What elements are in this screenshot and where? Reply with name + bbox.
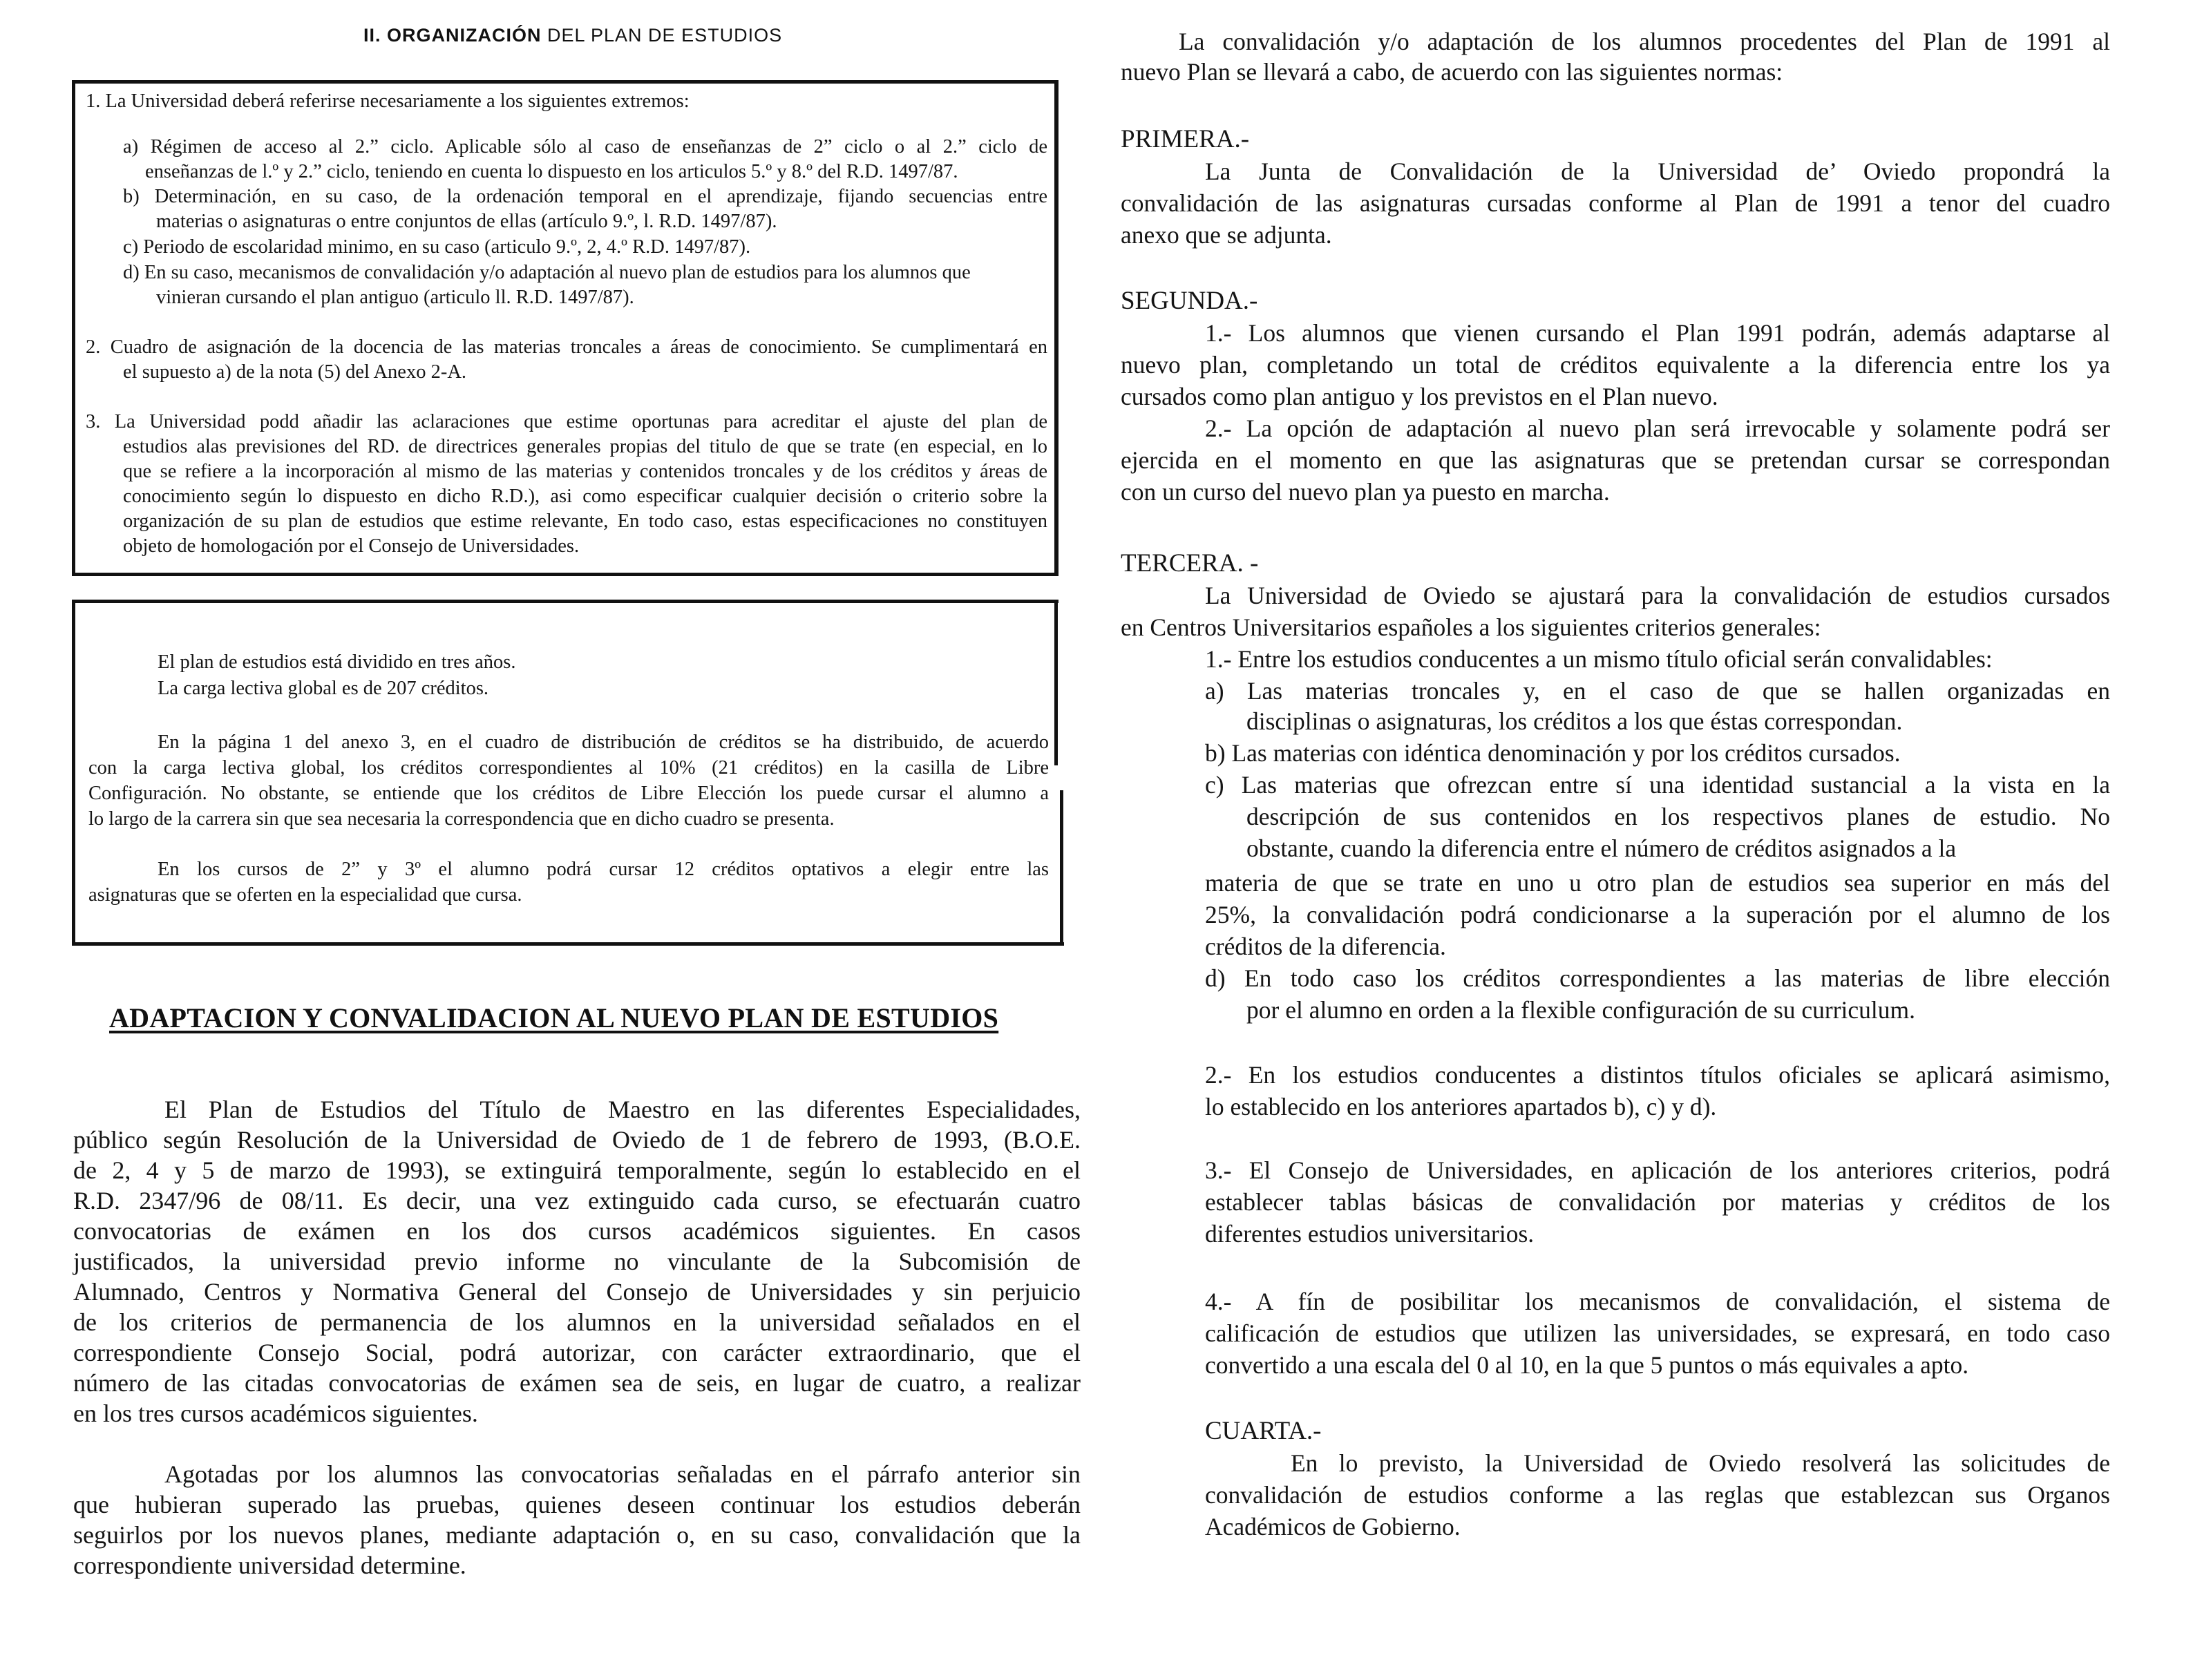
left-paragraph-1-line9: correspondiente Consejo Social, podrá autorizar, con carácter extraordinario, que el — [73, 1339, 1081, 1366]
tercera-1c-line3: obstante, cuando la diferencia entre el número de créditos asignados a la — [1246, 834, 1957, 862]
tercera-3-line1: 3.- El Consejo de Universidades, en aplicación de los anteriores criterios, podrá — [1205, 1156, 2110, 1184]
segunda-1-line2: nuevo plan, completando un total de créditos equivalente a la diferencia entre los ya — [1121, 351, 2110, 379]
left-paragraph-1-line5: convocatorias de exámen en los dos cursos académicos siguientes. En casos — [73, 1217, 1081, 1245]
instruction-1: 1. La Universidad deberá referirse necesariamente a los siguientes extremos: — [86, 90, 690, 112]
tercera-4-line2: calificación de estudios que utilizen las universidades, se expresará, en todo caso — [1205, 1319, 2110, 1347]
tercera-1d-line2: por el alumno en orden a la flexible configuración de su curriculum. — [1246, 996, 1916, 1024]
tercera-intro-line1: La Universidad de Oviedo se ajustará para la convalidación de estudios cursados — [1205, 582, 2110, 609]
left-paragraph-1-line2: público según Resolución de la Universidad de Oviedo de 1 de febrero de 1993, (B.O.E. — [73, 1126, 1081, 1154]
instruction-1c: c) Periodo de escolaridad minimo, en su caso (articulo 9.º, 2, 4.º R.D. 1497/87). — [123, 236, 751, 258]
left-paragraph-1-line3: de 2, 4 y 5 de marzo de 1993), se extinguirá temporalmente, según lo establecido en el — [73, 1156, 1081, 1184]
tercera-1c-line1: c) Las materias que ofrezcan entre sí una identidad sustancial a la vista en la — [1205, 771, 2110, 799]
box-border-right-lower — [1060, 790, 1063, 946]
segunda-1-line3: cursados como plan antiguo y los previstos en el Plan nuevo. — [1121, 383, 1718, 410]
left-paragraph-1-line11: en los tres cursos académicos siguientes. — [73, 1400, 478, 1427]
tercera-1b: b) Las materias con idéntica denominación y por los créditos cursados. — [1205, 739, 1901, 767]
section-header-bold: II. ORGANIZACIÓN — [363, 25, 542, 46]
section-header — [363, 25, 782, 46]
primera-line2: convalidación de las asignaturas cursadas conforme al Plan de 1991 a tenor del cuadro — [1121, 189, 2110, 217]
plan-credits: La carga lectiva global es de 207 créditos. — [158, 678, 489, 699]
tercera-1a-line1: a) Las materias troncales y, en el caso de que se hallen organizadas en — [1205, 677, 2110, 705]
intro-line2: nuevo Plan se llevará a cabo, de acuerdo con las siguientes normas: — [1121, 58, 1783, 86]
left-paragraph-1-line7: Alumnado, Centros y Normativa General del Consejo de Universidades y sin perjuicio — [73, 1278, 1081, 1306]
tercera-1c-line4: materia de que se trate en uno u otro plan de estudios sea superior en más del — [1205, 869, 2110, 897]
segunda-2-line1: 2.- La opción de adaptación al nuevo plan será irrevocable y solamente podrá ser — [1205, 414, 2110, 442]
left-paragraph-1-line6: justificados, la universidad previo informe no vinculante de la Subcomisión de — [73, 1248, 1081, 1275]
segunda-2-line2: ejercida en el momento en que las asignaturas que se pretendan cursar se correspondan — [1121, 446, 2110, 474]
plan-distribution-line4: lo largo de la carrera sin que sea necesaria la correspondencia que en dicho cuadro se presenta. — [88, 808, 835, 830]
instruction-1b-cont: materias o asignaturas o entre conjuntos de ellas (artículo 9.º, l. R.D. 1497/87). — [156, 211, 777, 232]
heading-segunda: SEGUNDA.- — [1121, 287, 1258, 315]
adaptation-title: ADAPTACION Y CONVALIDACION AL NUEVO PLAN DE ESTUDIOS — [109, 1002, 999, 1033]
instruction-3-line4: conocimiento según lo dispuesto en dicho R.D.), asi como especificar cualquier decisión o criterio sobre la — [123, 486, 1047, 507]
heading-tercera: TERCERA. - — [1121, 549, 1259, 578]
primera-line1: La Junta de Convalidación de la Universidad de’ Oviedo propondrá la — [1205, 158, 2110, 185]
instruction-1a-cont: enseñanzas de l.º y 2.” ciclo, teniendo en cuenta lo dispuesto en los articulos 5.º y 8.º del R.D. 1497/87. — [145, 161, 958, 182]
instruction-2-cont: el supuesto a) de la nota (5) del Anexo 2-A. — [123, 361, 467, 383]
plan-distribution-line2: con la carga lectiva global, los créditos correspondientes al 10% (21 créditos) en la casilla de Libre — [88, 757, 1049, 779]
cuarta-line1: En lo previsto, la Universidad de Oviedo resolverá las solicitudes de — [1291, 1449, 2110, 1477]
instruction-1d-cont: vinieran cursando el plan antiguo (articulo ll. R.D. 1497/87). — [156, 287, 634, 308]
heading-cuarta: CUARTA.- — [1205, 1417, 1322, 1445]
instruction-2: 2. Cuadro de asignación de la docencia de las materias troncales a áreas de conocimiento. Se cumplimentará en — [86, 336, 1047, 358]
cuarta-line3: Académicos de Gobierno. — [1205, 1513, 1461, 1540]
tercera-4-line1: 4.- A fín de posibilitar los mecanismos de convalidación, el sistema de — [1205, 1288, 2110, 1315]
tercera-intro-line2: en Centros Universitarios españoles a los siguientes criterios generales: — [1121, 613, 1821, 641]
instruction-3-line6: objeto de homologación por el Consejo de Universidades. — [123, 535, 580, 557]
tercera-1d-line1: d) En todo caso los créditos correspondientes a las materias de libre elección — [1205, 964, 2110, 992]
instruction-3-line3: que se refiere a la incorporación al mismo de las materias y contenidos troncales y de los créditos y áreas de — [123, 461, 1047, 482]
left-paragraph-2-line2: que hubieran superado las pruebas, quienes deseen continuar los estudios deberán — [73, 1491, 1081, 1518]
tercera-2-line1: 2.- En los estudios conducentes a distintos títulos oficiales se aplicará asimismo, — [1205, 1061, 2110, 1089]
heading-primera: PRIMERA.- — [1121, 125, 1250, 153]
left-paragraph-2-line4: correspondiente universidad determine. — [73, 1552, 466, 1579]
left-paragraph-1-line4: R.D. 2347/96 de 08/11. Es decir, una vez extinguido cada curso, se efectuarán cuatro — [73, 1187, 1081, 1214]
plan-distribution: En la página 1 del anexo 3, en el cuadro de distribución de créditos se ha distribuido, de acuerdo — [158, 732, 1049, 753]
tercera-1c-line5: 25%, la convalidación podrá condicionarse a la superación por el alumno de los — [1205, 901, 2110, 928]
instruction-3-line2: estudios alas previsiones del RD. de directrices generales propias del titulo de que se trate (en especial, en lo — [123, 436, 1047, 457]
tercera-1: 1.- Entre los estudios conducentes a un mismo título oficial serán convalidables: — [1205, 645, 1993, 673]
instruction-1a: a) Régimen de acceso al 2.” ciclo. Aplicable sólo al caso de enseñanzas de 2” ciclo o al 2.” ciclo de — [123, 136, 1047, 158]
segunda-1-line1: 1.- Los alumnos que vienen cursando el Plan 1991 podrán, además adaptarse al — [1205, 319, 2110, 347]
tercera-3-line3: diferentes estudios universitarios. — [1205, 1220, 1535, 1248]
plan-optional-line2: asignaturas que se oferten en la especialidad que cursa. — [88, 884, 522, 906]
instruction-1d: d) En su caso, mecanismos de convalidación y/o adaptación al nuevo plan de estudios para los alumnos que — [123, 262, 971, 283]
segunda-2-line3: con un curso del nuevo plan ya puesto en marcha. — [1121, 478, 1610, 506]
instruction-1b: b) Determinación, en su caso, de la ordenación temporal en el aprendizaje, fijando secuencias entre — [123, 186, 1047, 207]
left-paragraph-2-line1: Agotadas por los alumnos las convocatorias señaladas en el párrafo anterior sin — [164, 1460, 1081, 1488]
box-border-bottom — [72, 942, 1064, 946]
plan-distribution-line3: Configuración. No obstante, se entiende que los créditos de Libre Elección los puede cursar el alumno a — [88, 783, 1049, 804]
intro-line1: La convalidación y/o adaptación de los alumnos procedentes del Plan de 1991 al — [1179, 28, 2110, 55]
tercera-1a-line2: disciplinas o asignaturas, los créditos a los que éstas correspondan. — [1246, 707, 1903, 735]
box-border-right-upper — [1054, 600, 1058, 765]
cuarta-line2: convalidación de estudios conforme a las reglas que establezcan sus Organos — [1205, 1481, 2110, 1509]
tercera-2-line2: lo establecido en los anteriores apartados b), c) y d). — [1205, 1093, 1717, 1120]
left-paragraph-2-line3: seguirlos por los nuevos planes, mediante adaptación o, en su caso, convalidación que la — [73, 1521, 1081, 1549]
instruction-3: 3. La Universidad podd añadir las aclaraciones que estime oportunas para acreditar el ajuste del plan de — [86, 411, 1047, 432]
tercera-1c-line6: créditos de la diferencia. — [1205, 933, 1446, 960]
tercera-1c-line2: descripción de sus contenidos en los respectivos planes de estudio. No — [1246, 803, 2110, 830]
left-paragraph-1-line1: El Plan de Estudios del Título de Maestro en las diferentes Especialidades, — [164, 1096, 1081, 1123]
tercera-3-line2: establecer tablas básicas de convalidación por materias y créditos de los — [1205, 1188, 2110, 1216]
primera-line3: anexo que se adjunta. — [1121, 221, 1332, 249]
plan-optional: En los cursos de 2” y 3º el alumno podrá cursar 12 créditos optativos a elegir entre las — [158, 859, 1049, 880]
plan-years: El plan de estudios está dividido en tres años. — [158, 651, 516, 673]
left-paragraph-1-line10: número de las citadas convocatorias de exámen sea de seis, en lugar de cuatro, a realizar — [73, 1369, 1081, 1397]
tercera-4-line3: convertido a una escala del 0 al 10, en la que 5 puntos o más equivales a apto. — [1205, 1351, 1969, 1379]
left-paragraph-1-line8: de los criterios de permanencia de los alumnos en la universidad señalados en el — [73, 1308, 1081, 1336]
instruction-3-line5: organización de su plan de estudios que estime relevante, En todo caso, estas especificaciones no constituyen — [123, 510, 1047, 532]
section-header-rest: DEL PLAN DE ESTUDIOS — [541, 25, 783, 46]
